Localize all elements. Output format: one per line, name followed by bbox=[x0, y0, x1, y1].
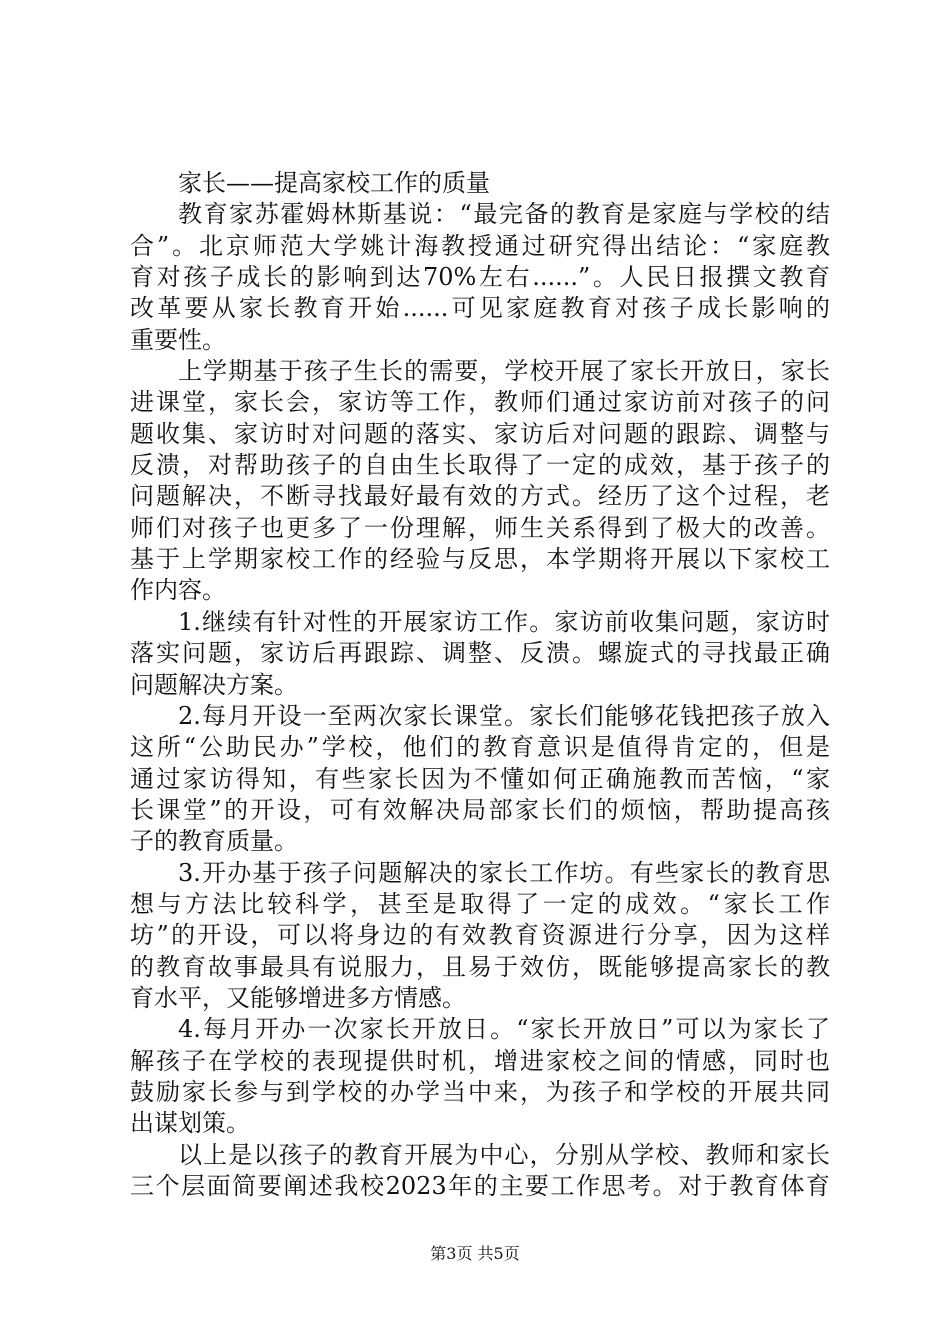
text-line: 育对孩子成长的影响到达70%左右......”。人民日报撰文教育 bbox=[130, 263, 830, 292]
paragraph-intro bbox=[130, 199, 830, 356]
text-line: 重要性。 bbox=[130, 325, 226, 354]
text-line: 反溃，对帮助孩子的自由生长取得了一定的成效，基于孩子的 bbox=[130, 451, 830, 480]
text-line: 进课堂，家长会，家访等工作，教师们通过家访前对孩子的问 bbox=[130, 388, 830, 417]
text-line: 问题解决，不断寻找最好最有效的方式。经历了这个过程，老 bbox=[130, 482, 830, 511]
text-line: 落实问题，家访后再跟踪、调整、反溃。螺旋式的寻找最正确 bbox=[130, 639, 830, 668]
text-line: 育水平，又能够增进多方情感。 bbox=[130, 983, 466, 1012]
text-line: 解孩子在学校的表现提供时机，增进家校之间的情感，同时也 bbox=[130, 1046, 830, 1075]
document-body bbox=[130, 168, 830, 1202]
text-line: 坊”的开设，可以将身边的有效教育资源进行分享，因为这样 bbox=[130, 921, 830, 950]
paragraph-last-term bbox=[130, 356, 830, 607]
text-line: 合”。北京师范大学姚计海教授通过研究得出结论：“家庭教 bbox=[130, 231, 830, 260]
text-line: 3.开办基于孩子问题解决的家长工作坊。有些家长的教育思 bbox=[178, 858, 830, 887]
text-line: 教育家苏霍姆林斯基说：“最完备的教育是家庭与学校的结 bbox=[178, 200, 830, 229]
text-line: 基于上学期家校工作的经验与反思，本学期将开展以下家校工 bbox=[130, 545, 830, 574]
section-heading bbox=[130, 168, 830, 199]
text-line: 这所“公助民办”学校，他们的教育意识是值得肯定的，但是 bbox=[130, 733, 830, 762]
paragraph-item-4 bbox=[130, 1014, 830, 1139]
text-line: 通过家访得知，有些家长因为不懂如何正确施教而苦恼，“家 bbox=[130, 764, 830, 793]
text-line: 问题解决方案。 bbox=[130, 670, 298, 699]
text-line: 上学期基于孩子生长的需要，学校开展了家长开放日，家长 bbox=[178, 357, 830, 386]
text-line: 以上是以孩子的教育开展为中心，分别从学校、教师和家长 bbox=[178, 1140, 830, 1169]
text-line: 出谋划策。 bbox=[130, 1109, 250, 1138]
text-line: 子的教育质量。 bbox=[130, 827, 298, 856]
text-line: 家长——提高家校工作的质量 bbox=[178, 169, 490, 197]
paragraph-item-1 bbox=[130, 607, 830, 701]
page-footer: 第3页 共5页 bbox=[430, 1244, 520, 1263]
paragraph-summary bbox=[130, 1140, 830, 1203]
text-line: 4.每月开办一次家长开放日。“家长开放日”可以为家长了 bbox=[178, 1015, 830, 1044]
text-line: 的教育故事最具有说服力，且易于效仿，既能够提高家长的教 bbox=[130, 952, 830, 981]
text-line: 作内容。 bbox=[130, 576, 226, 605]
text-line: 长课堂”的开设，可有效解决局部家长们的烦恼，帮助提高孩 bbox=[130, 795, 830, 824]
text-line: 改革要从家长教育开始......可见家庭教育对孩子成长影响的 bbox=[130, 294, 830, 323]
text-line: 题收集、家访时对问题的落实、家访后对问题的跟踪、调整与 bbox=[130, 419, 830, 448]
text-line: 1.继续有针对性的开展家访工作。家访前收集问题，家访时 bbox=[178, 607, 830, 636]
text-line: 想与方法比较科学，甚至是取得了一定的成效。“家长工作 bbox=[130, 889, 830, 918]
text-line: 2.每月开设一至两次家长课堂。家长们能够花钱把孩子放入 bbox=[178, 701, 830, 730]
text-line: 鼓励家长参与到学校的办学当中来，为孩子和学校的开展共同 bbox=[130, 1077, 830, 1106]
paragraph-item-2 bbox=[130, 701, 830, 858]
text-line: 师们对孩子也更多了一份理解，师生关系得到了极大的改善。 bbox=[130, 513, 830, 542]
text-line: 三个层面简要阐述我校2023年的主要工作思考。对于教育体育 bbox=[130, 1172, 830, 1200]
paragraph-item-3 bbox=[130, 858, 830, 1015]
